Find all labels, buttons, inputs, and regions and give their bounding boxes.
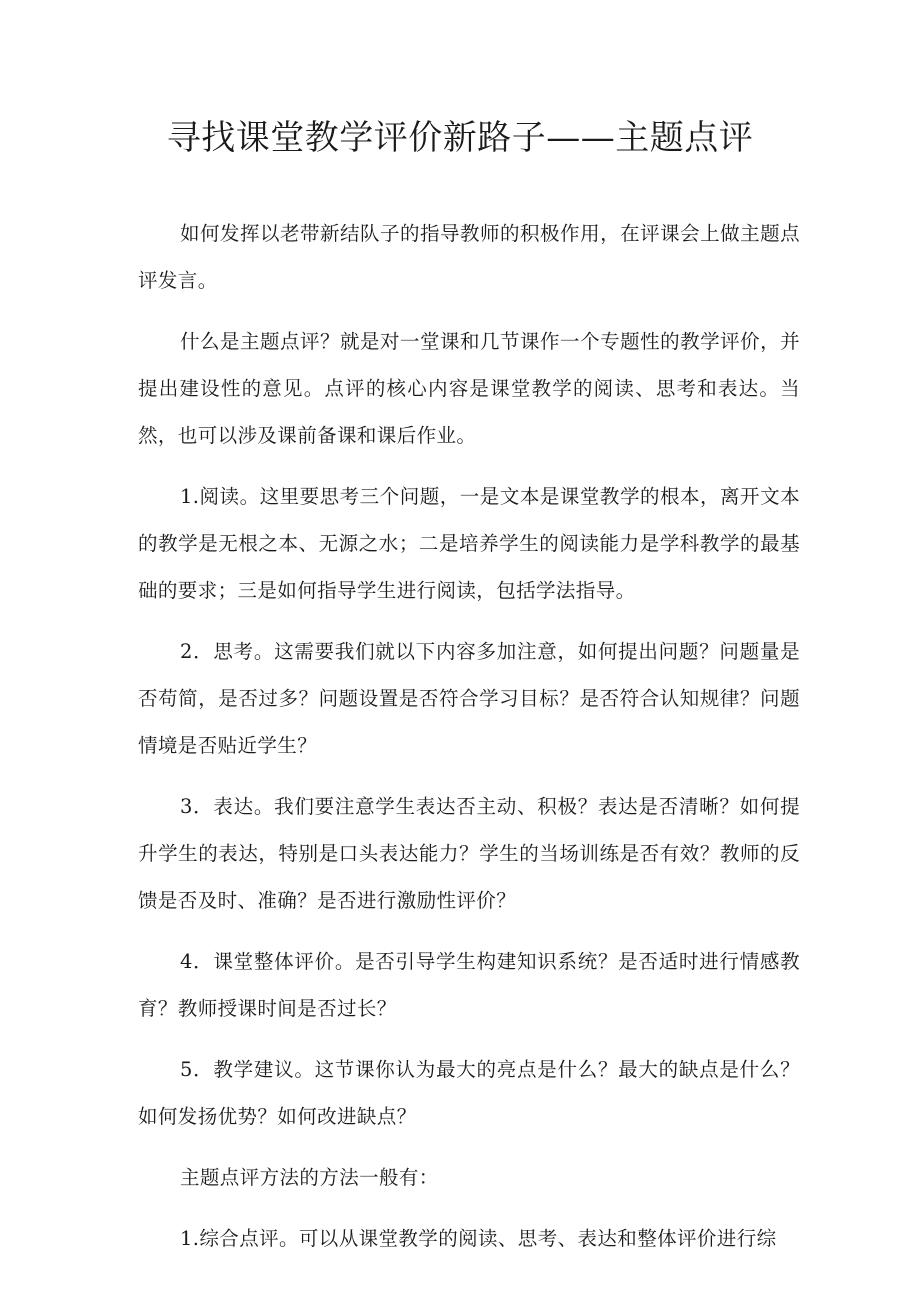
paragraph-teaching-suggestions: 5．教学建议。这节课你认为最大的亮点是什么？最大的缺点是什么？如何发扬优势？如何改进缺点？ bbox=[138, 1058, 800, 1128]
paragraph-intro: 如何发挥以老带新结队子的指导教师的积极作用，在评课会上做主题点评发言。 bbox=[138, 222, 800, 292]
paragraph-overall-evaluation: 4．课堂整体评价。是否引导学生构建知识系统？是否适时进行情感教育？教师授课时间是否过长？ bbox=[138, 950, 800, 1020]
paragraph-methods-heading: 主题点评方法的方法一般有： bbox=[180, 1166, 439, 1189]
paragraph-definition: 什么是主题点评？就是对一堂课和几节课作一个专题性的教学评价，并提出建设性的意见。点评的核心内容是课堂教学的阅读、思考和表达。当然，也可以涉及课前备课和课后作业。 bbox=[138, 330, 800, 447]
paragraph-comprehensive-review: 1.综合点评。可以从课堂教学的阅读、思考、表达和整体评价进行综 bbox=[180, 1227, 777, 1250]
paragraph-reading: 1.阅读。这里要思考三个问题，一是文本是课堂教学的根本，离开文本的教学是无根之本、无源之水；二是培养学生的阅读能力是学科教学的最基础的要求；三是如何指导学生进行阅读，包括学法指导。 bbox=[138, 485, 800, 602]
document-body bbox=[138, 210, 800, 1276]
paragraph-thinking: 2．思考。这需要我们就以下内容多加注意，如何提出问题？问题量是否苟简，是否过多？问题设置是否符合学习目标？是否符合认知规律？问题情境是否贴近学生？ bbox=[138, 640, 800, 757]
document-title: 寻找课堂教学评价新路子——主题点评 bbox=[166, 118, 754, 158]
paragraph-expression: 3．表达。我们要注意学生表达否主动、积极？表达是否清晰？如何提升学生的表达，特别是口头表达能力？学生的当场训练是否有效？教师的反馈是否及时、准确？是否进行激励性评价？ bbox=[138, 795, 800, 912]
